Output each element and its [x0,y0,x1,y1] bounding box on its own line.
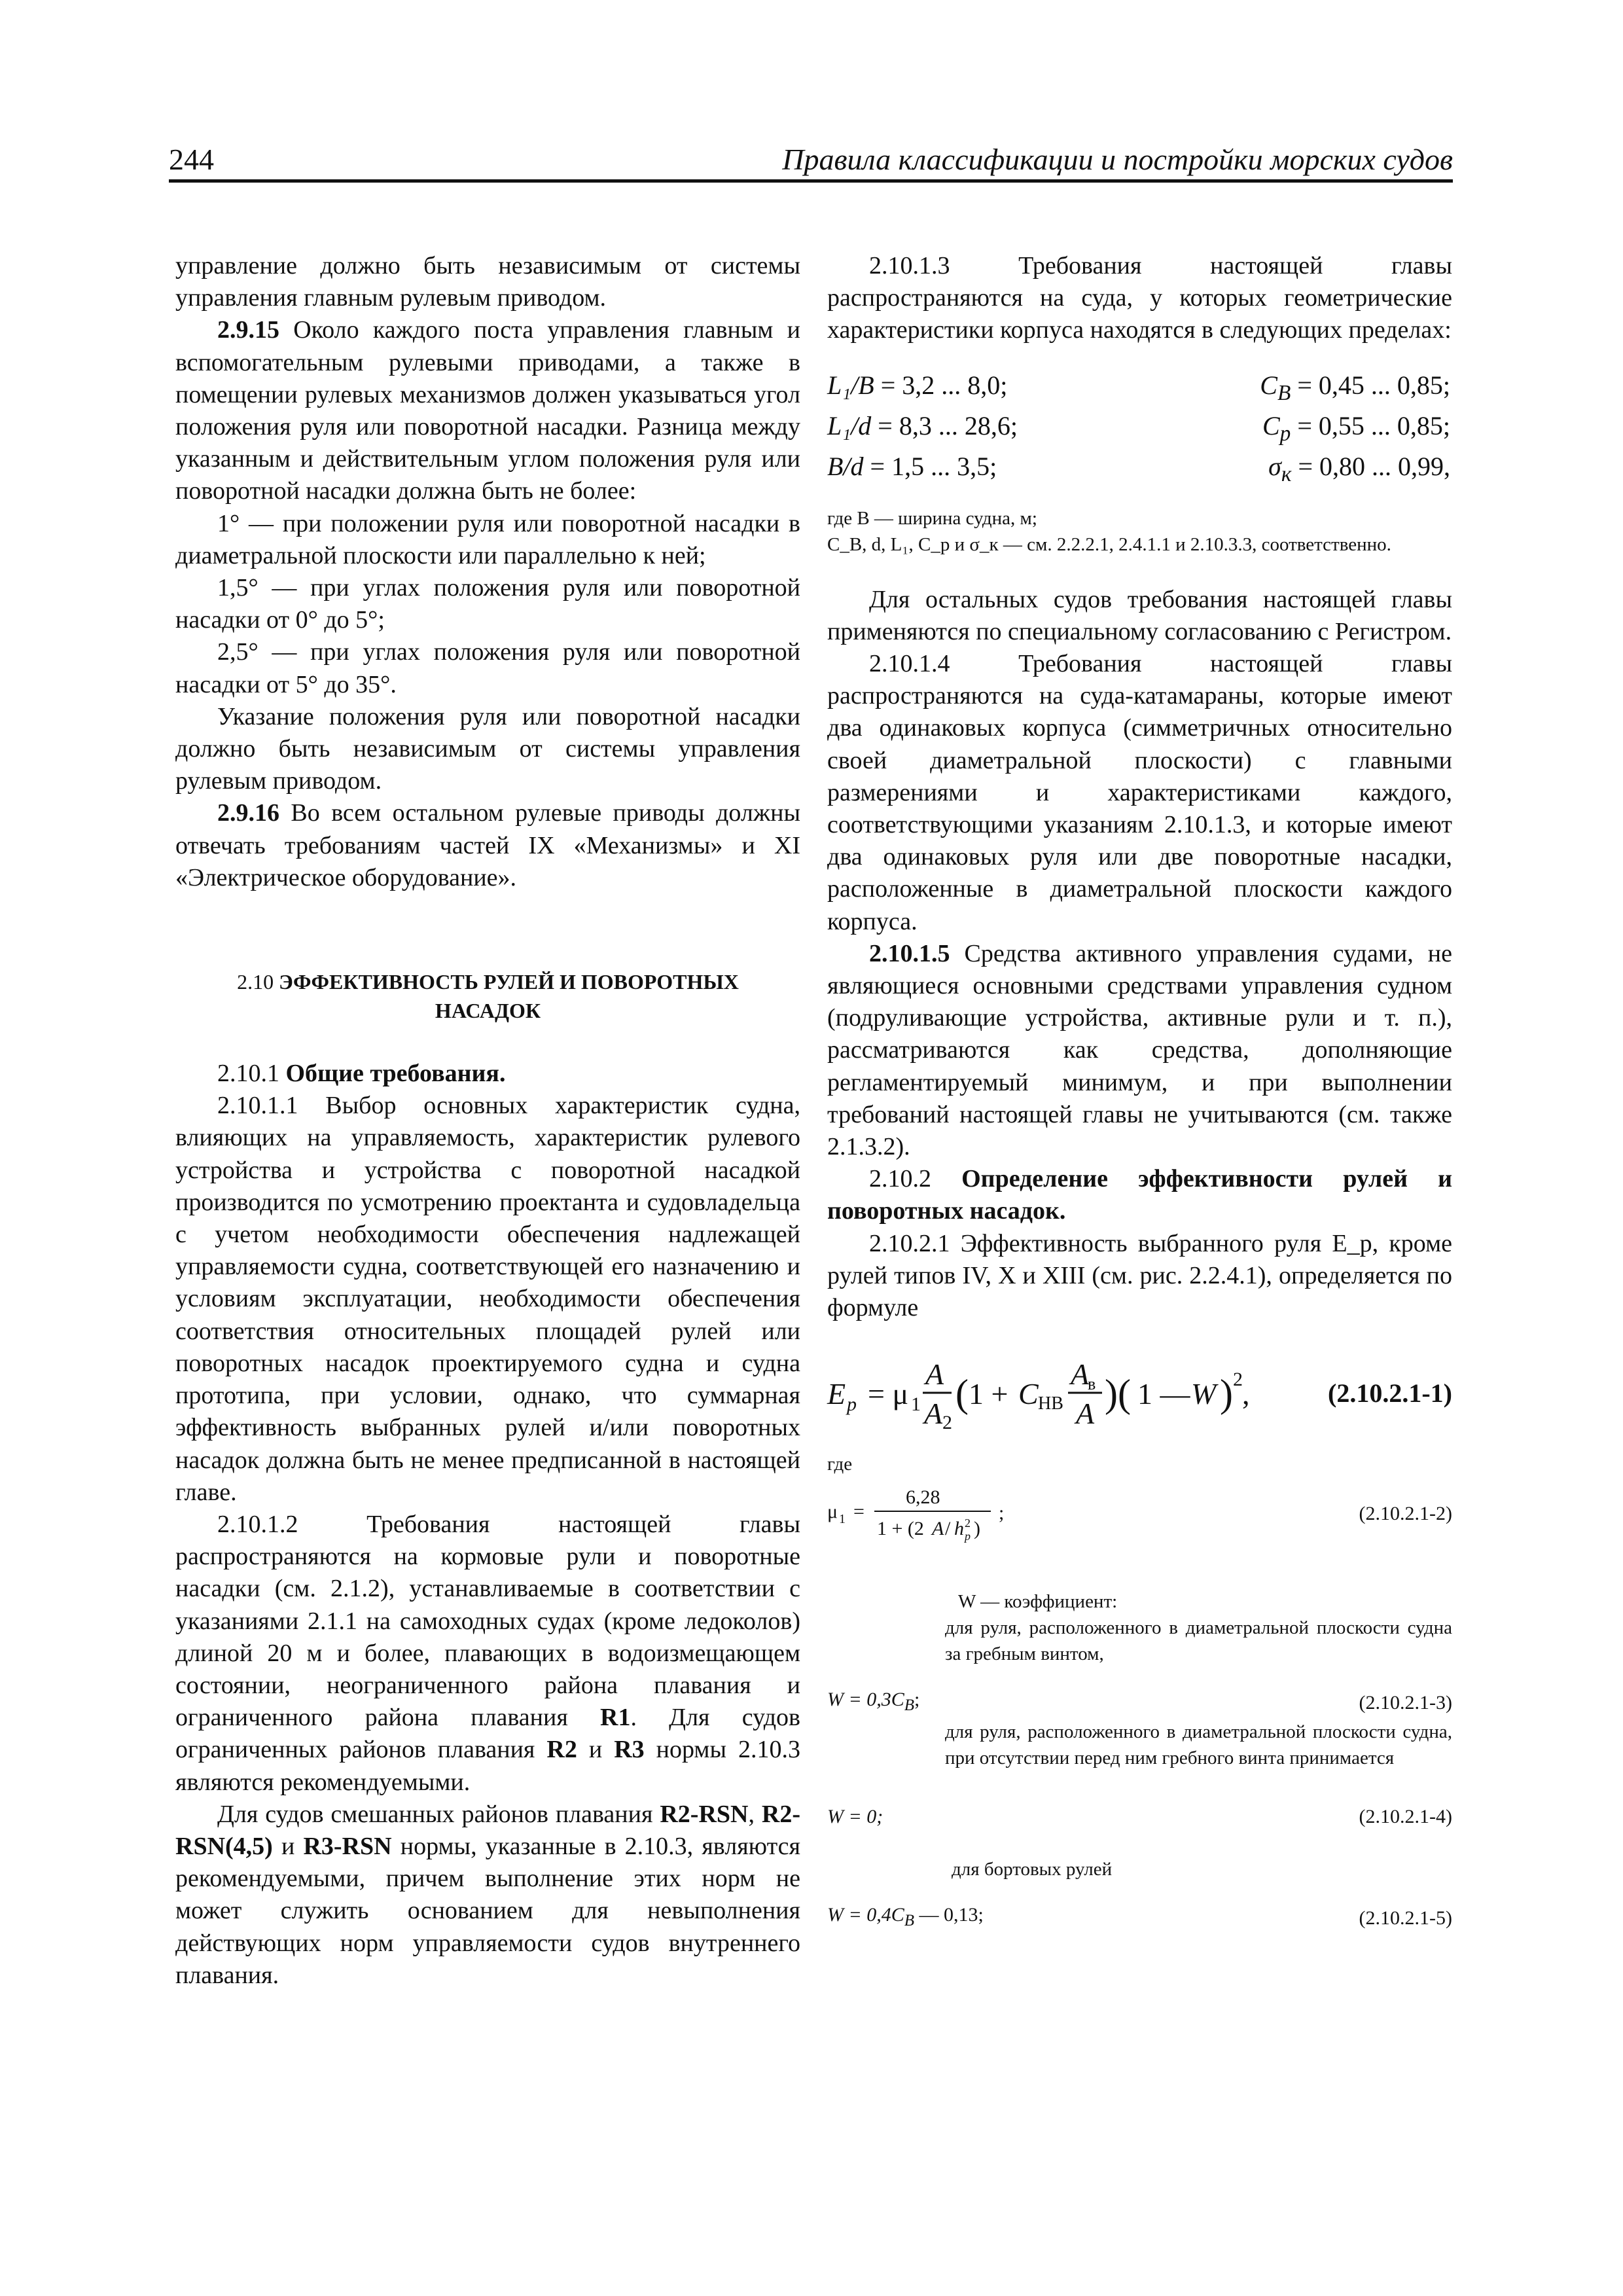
svg-text:): ) [974,1518,980,1540]
clause-number: 2.10.2.1 [869,1229,950,1257]
range-right [1194,369,1450,410]
formula-ref [1328,1377,1452,1409]
range-symbol: L₁/B [827,370,874,400]
clause-text: Требования настоящей главы распространяются на суда-катамараны, которые имеют два одинаковых корпуса (симметричных относительно своей диаметральной плоскости) с главными размерениями и характеристиками каждого, соответствующими указаниям 2.10.1.3, и которые имеют два одинаковых руля или две поворотные насадки, расположенные в диаметральной плоскости каждого корпуса. [827,650,1452,935]
range-right [1194,450,1450,491]
range-value: = 0,55 ... 0,85; [1297,410,1450,440]
formula-efficiency [827,1337,1452,1448]
svg-text:1 +: 1 + [969,1377,1008,1411]
w-case: для руля, расположенного в диаметральной плоскости судна за гребным винтом, [945,1617,1452,1665]
clause-number: 2.10.1.4 [869,650,950,678]
formula-ref: (2.10.2.1-5) [1359,1907,1452,1929]
clause-text: Около каждого поста управления главным и вспомогательным рулевыми приводами, а также в помещении рулевых механизмов должен указываться угол положения руля или поворотной насадки. Разница между указанным и действительным углом положения руля или поворотной насадки должна быть не более: [175,316,800,505]
range-value: = 3,2 ... 8,0; [880,370,1008,400]
list-text: — при положении руля или поворотной насадки в диаметральной плоскости или параллельно к ней; [175,509,800,569]
clause-text: нормы, указанные в 2.10.3, являются рекомендуемыми, причем выполнение этих норм не может служить основанием для невыполнения действующих норм управляемости судов внутреннего плавания. [175,1832,800,1989]
clause-number: 2.9.16 [217,799,279,827]
formula-text: W = 0,3C [827,1689,904,1711]
svg-text:)(: )( [1105,1372,1131,1416]
range-value: = 8,3 ... 28,6; [878,410,1018,440]
svg-text:(: ( [955,1372,969,1416]
clause-text: Во всем остальном рулевые приводы должны отвечать требованиям частей IX «Механизмы» и XI «Электрическое оборудование». [175,799,800,891]
formula-text: W = 0,4C [827,1904,904,1926]
clause-2-10-1-3 [827,250,1452,347]
list-text: — при углах положения руля или поворотной насадки от 5° до 35°. [175,638,800,698]
range-row [827,410,1452,450]
svg-text:W: W [1191,1377,1217,1411]
svg-text:;: ; [999,1502,1005,1524]
area-code: R1 [600,1704,631,1732]
section-heading [175,967,800,1025]
clause-text: и [272,1832,304,1860]
formula-subscript: B [904,1696,915,1715]
svg-text:1 —: 1 — [1137,1377,1190,1411]
paragraph: Указание положения руля или поворотной насадки должно быть независимым от системы управления рулевым приводом. [175,702,800,795]
range-left [827,450,1194,491]
range-value: = 0,45 ... 0,85; [1297,370,1450,400]
left-column [175,250,800,1992]
svg-text:1: 1 [911,1393,921,1416]
svg-text:1: 1 [839,1512,846,1527]
page-number: 244 [169,143,214,176]
range-right [1194,410,1450,450]
svg-text:p: p [965,1530,971,1543]
formula-ref: (2.10.2.1-4) [1359,1806,1452,1828]
formula-text: — 0,13; [914,1904,984,1926]
clause-2-10-1-1 [175,1090,800,1509]
running-title: Правила классификации и постройки морских судов [782,143,1453,176]
clause-text: Средства активного управления судами, не являющиеся основными средствами управления судном (подруливающие устройства, активные рули и т. п.), рассматриваются как средства, дополняющие регламентируемый минимум, и при выполнении требований настоящей главы не учитываются (см. также 2.1.3.2). [827,939,1452,1161]
range-symbol: L₁/d [827,410,872,440]
formula-lhs [827,1687,919,1719]
subsection-number: 2.10.2 [869,1165,931,1193]
angle-value: 1° [217,509,240,537]
subsection-number: 2.10.1 [217,1060,279,1088]
list-text: — при углах положения руля или поворотной насадки от 0° до 5°; [175,574,800,634]
formula-lhs: W = 0; [827,1806,883,1828]
formula-w-2 [827,1804,1452,1830]
range-value: = 1,5 ... 3,5; [870,451,997,481]
svg-text:6,28: 6,28 [906,1486,940,1509]
coefficient-w-block [827,1588,1452,1934]
svg-text:p: p [847,1393,857,1416]
area-code: R3-RSN [303,1832,392,1860]
list-item [175,636,800,700]
svg-text:): ) [1220,1372,1233,1416]
clause-2-10-1-5 [827,938,1452,1163]
subsection-heading [827,1163,1452,1227]
subsection-title: Определение эффективности рулей и поворотных насадок. [827,1165,1452,1225]
range-left [827,369,1194,410]
range-subscript: к [1281,461,1292,486]
clause-2-9-16 [175,797,800,894]
range-left [827,410,1194,450]
svg-text:2: 2 [1233,1369,1243,1391]
svg-text:,: , [1242,1377,1250,1411]
list-item [175,508,800,572]
paragraph: управление должно быть независимым от системы управления главным рулевым приводом. [175,252,800,312]
range-row [827,369,1452,410]
w-case: для бортовых рулей [952,1859,1113,1880]
svg-text:НВ: НВ [1038,1393,1063,1414]
angle-value: 1,5° [217,574,259,602]
clause-text: Эффективность выбранного руля E_p, кроме рулей типов IV, X и XIII (см. рис. 2.2.4.1), определяется по формуле [827,1229,1452,1322]
clause-number: 2.10.1.3 [869,252,950,279]
paragraph [175,1799,800,1992]
formula-mu1-graphic [827,1477,1063,1549]
range-symbol: C [1262,410,1280,440]
where-label: где [827,1454,853,1475]
subsection-title: Общие требования. [279,1060,506,1088]
range-symbol: B/d [827,451,864,481]
paragraph: Для остальных судов требования настоящей главы применяются по специальному согласованию с Регистром. [827,585,1452,645]
area-code: R2 [546,1736,577,1764]
w-case: для руля, расположенного в диаметральной плоскости судна, при отсутствии перед ним гребного винта принимается [945,1721,1452,1769]
svg-text:A: A [1071,1357,1090,1391]
list-item [175,572,800,636]
range-subscript: p [1279,421,1291,446]
clause-2-10-2-1 [827,1228,1452,1325]
formula-subscript: B [904,1912,915,1930]
section-number: 2.10 [237,970,274,994]
clause-2-10-1-4 [827,648,1452,938]
clause-text: Требования настоящей главы распространяются на суда, у которых геометрические характеристики корпуса находятся в следующих пределах: [827,252,1452,344]
svg-text:A: A [1076,1397,1095,1431]
area-code: R3 [614,1736,645,1764]
clause-text: нормы 2.10.3 являются рекомендуемыми. [175,1736,800,1796]
clause-text: , [748,1800,762,1828]
svg-text:A: A [924,1397,943,1431]
note-line: где B — ширина судна, м; [827,507,1037,529]
clause-text: и [577,1736,615,1764]
w-label-text: W — коэффициент: [958,1591,1118,1613]
clause-text: . Для судов ограниченных районов плавания [175,1704,800,1764]
formula-w-1 [827,1687,1452,1719]
w-label [827,1588,1452,1615]
svg-text:1 + (2: 1 + (2 [877,1518,924,1540]
range-row [827,450,1452,491]
page-header [169,143,1453,183]
angle-value: 2,5° [217,638,259,666]
clause-text: Требования настоящей главы распространяются на кормовые рули и поворотные насадки (см. 2.1.2), устанавливаемые в соответствии с указаниями 2.1.1 на самоходных судах (кроме ледоколов) длиной 20 м и более, плавающих в водоизмещающем состоянии, неограниченного района плавания и ограниченного района плавания [175,1510,800,1732]
range-symbol: C [1260,370,1277,400]
formula-lhs [827,1902,984,1934]
svg-text:C: C [1018,1377,1039,1411]
clause-number: 2.10.1.2 [217,1510,298,1538]
range-symbol: σ [1268,451,1281,481]
clause-text: Для судов смешанных районов плавания [217,1800,660,1828]
svg-text:A: A [925,1357,944,1391]
clause-text: Выбор основных характеристик судна, влияющих на управляемость, характеристик рулевого устройства и устройства с поворотной насадкой производится по усмотрению проектанта и судовладельца с учетом необходимости обеспечения надлежащей управляемости судна, соответствующей его назначению и условиям эксплуатации, необходимости обеспечения соответствия относительных площадей рулей или поворотных насадок проектируемого судна и судна прототипа, при условии, однако, что суммарная эффективность выбранных рулей и/или поворотных насадок должна быть не менее предписанной в настоящей главе. [175,1092,800,1506]
svg-text:E: E [827,1377,846,1411]
hull-ranges-table [827,369,1452,491]
clause-2-9-15 [175,314,800,507]
section-title: ЭФФЕКТИВНОСТЬ РУЛЕЙ И ПОВОРОТНЫХ НАСАДОК [274,970,739,1023]
symbols-note [827,505,1452,558]
clause-number: 2.9.15 [217,316,279,344]
svg-text:2: 2 [942,1412,952,1434]
formula-w-3 [827,1902,1452,1934]
range-value: = 0,80 ... 0,99, [1298,451,1450,481]
formula-text: ; [914,1689,920,1711]
formula-ref-text: (2.10.2.1-1) [1328,1378,1452,1408]
area-code: R2-RSN(4,5) [175,1800,800,1860]
area-code: R2-RSN [660,1800,749,1828]
svg-text:A: A [932,1518,944,1540]
clause-2-10-1-2 [175,1509,800,1799]
note-line: C_B, d, L₁, C_p и σ_к — см. 2.2.2.1, 2.4.1.1 и 2.10.3.3, соответственно. [827,533,1391,555]
clause-number: 2.10.1.1 [217,1092,298,1120]
formula-mu1 [827,1477,1452,1549]
svg-text:/: / [945,1518,951,1540]
formula-ref: (2.10.2.1-2) [1359,1502,1452,1524]
svg-text:= μ: = μ [868,1377,909,1411]
svg-text:в: в [1088,1374,1096,1394]
range-subscript: B [1277,380,1291,405]
svg-text:2: 2 [965,1516,971,1530]
formula-ref: (2.10.2.1-3) [1359,1691,1452,1713]
formula-ep-graphic [827,1344,1250,1442]
svg-text:=: = [853,1501,865,1523]
subsection-heading [175,1058,800,1090]
right-column [827,250,1452,1934]
clause-number: 2.10.1.5 [869,939,950,967]
svg-text:h: h [954,1518,964,1540]
svg-text:μ: μ [827,1501,838,1523]
